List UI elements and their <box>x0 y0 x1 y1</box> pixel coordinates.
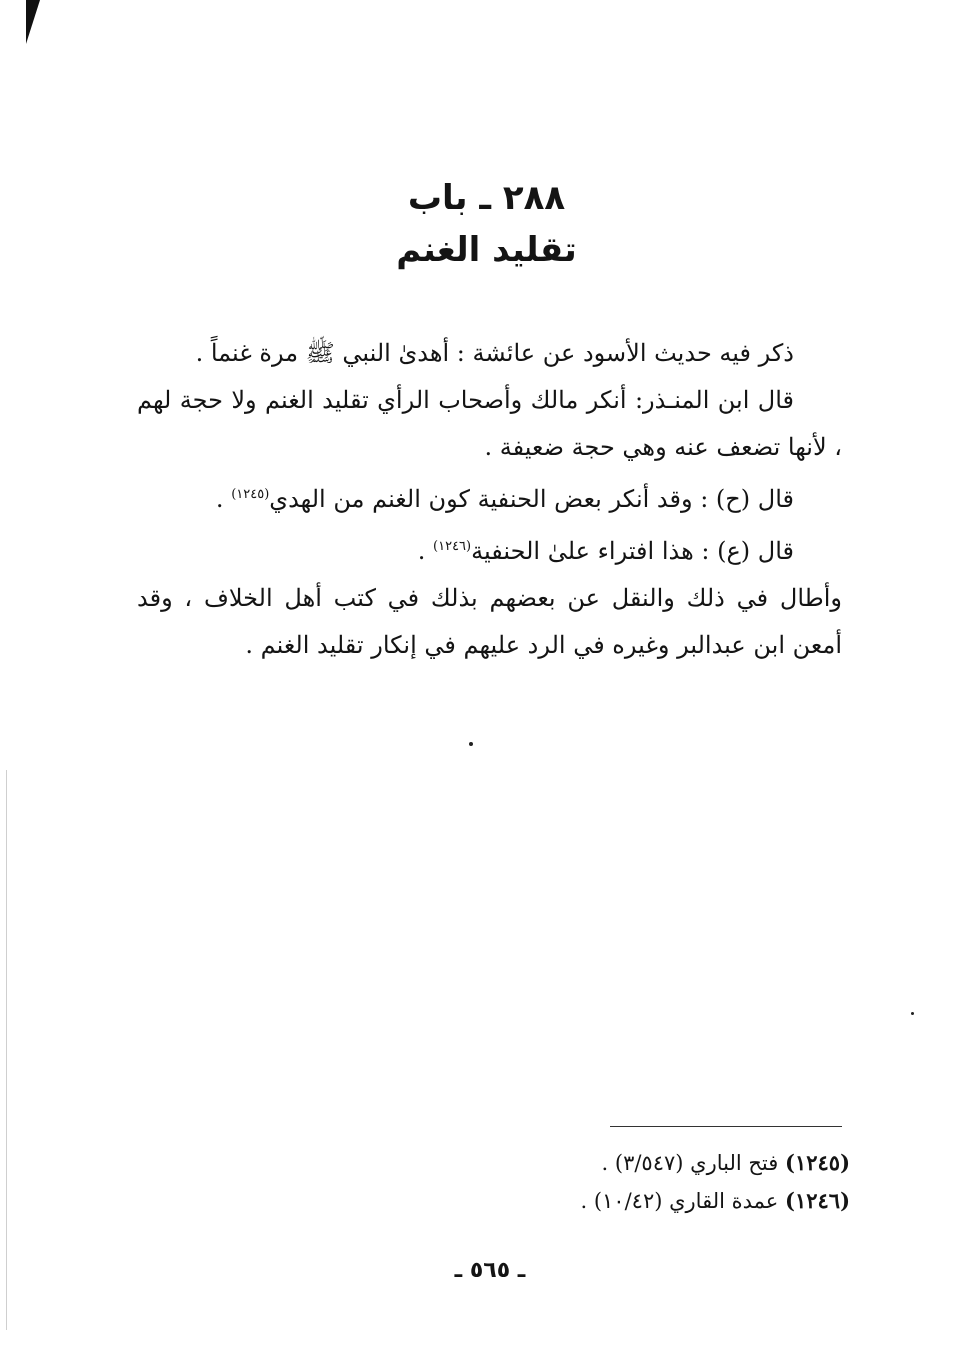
body-text <box>137 330 842 669</box>
scan-speck <box>469 742 473 746</box>
paragraph: قال (ع) : هذا افتراء علىٰ الحنفية$^{(١٢٤٦)}$ . <box>417 537 794 565</box>
footnote-reference: (١٢٤٥) <box>231 487 270 502</box>
paragraph: قال ابن المنـذر: أنكر مالك وأصحاب الرأي تقليد الغنم ولا حجة لهم ، لأنها تضعف عنه وهي حجة ضعيفة . <box>137 386 842 461</box>
footnote-reference: (١٢٤٦) <box>433 539 472 554</box>
corner-mark <box>26 0 40 44</box>
scan-speck <box>911 1012 914 1015</box>
paragraph: وأطال في ذلك والنقل عن بعضهم بذلك في كتب أهل الخلاف ، وقد أمعن ابن عبدالبر وغيره في الرد عليهم في إنكار تقليد الغنم . <box>137 584 842 659</box>
chapter-title: تقليد الغنم <box>396 230 577 270</box>
page-number: ـ ٥٦٥ ـ <box>454 1258 526 1283</box>
footnote-number: (١٢٤٥) <box>785 1150 850 1175</box>
paragraph: قال (ح) : وقد أنكر بعض الحنفية كون الغنم من الهدي$^{(١٢٤٥)}$ . <box>215 485 794 513</box>
footnote <box>430 1182 850 1220</box>
footnote <box>430 1144 850 1182</box>
footnote-number: (١٢٤٦) <box>785 1188 850 1213</box>
scan-edge-line <box>6 770 7 1330</box>
paragraph: ذكر فيه حديث الأسود عن عائشة : أهدىٰ النبي ﷺ مرة غنماً . <box>195 339 794 367</box>
footnote-separator <box>610 1126 842 1127</box>
footnote-text: فتح الباري (٣/٥٤٧) . <box>601 1151 779 1175</box>
footnote-text: عمدة القاري (١٠/٤٢) . <box>580 1189 779 1213</box>
chapter-number: ٢٨٨ ـ باب <box>407 178 566 218</box>
footnotes <box>430 1144 850 1220</box>
